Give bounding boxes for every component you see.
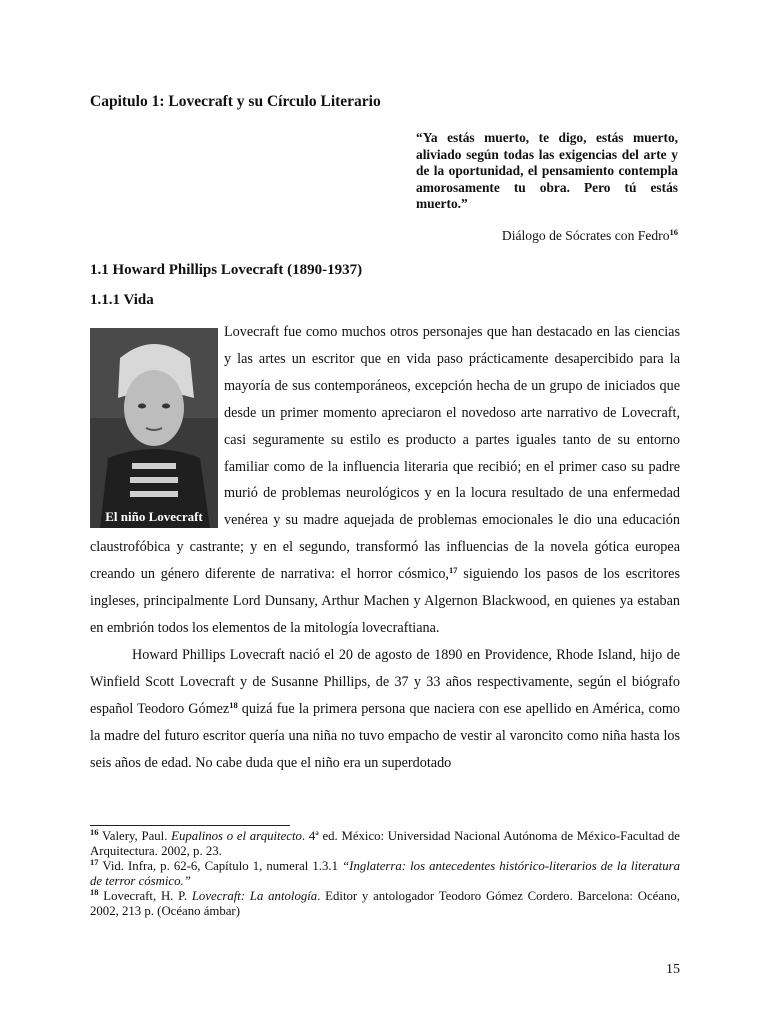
footnote-16 (90, 829, 680, 859)
footnote-title: Lovecraft: La antología (191, 889, 318, 903)
subsection-heading: 1.1.1 Vida (90, 292, 154, 308)
paragraph-2-text-a: Howard Phillips Lovecraft nació el 20 de agosto de 1890 en Providence, Rhode Island, hijo de Winfield Scott Lovecraft y de Susanne Phillips, de 37 y 33 años respectivamente, según el biógrafo español Teodoro Gómez (90, 646, 680, 717)
page-number: 15 (666, 962, 680, 977)
footnotes (90, 829, 680, 919)
footnote-text: Valery, Paul. (98, 829, 172, 843)
paragraph-2 (90, 642, 680, 777)
footnote-title: “Inglaterra: los antecedentes histórico-literarios de la literatura de terror cósmico.” (90, 859, 680, 888)
footnote-text: Vid. Infra, p. 62-6, Capítulo 1, numeral 1.3.1 (98, 859, 343, 873)
footnote-number: 18 (90, 887, 99, 897)
chapter-title: Capitulo 1: Lovecraft y su Círculo Literario (90, 93, 381, 110)
footnote-17 (90, 859, 680, 889)
photo-spacer (90, 319, 224, 523)
footnote-ref-17[interactable]: 17 (448, 565, 458, 576)
section-heading: 1.1 Howard Phillips Lovecraft (1890-1937) (90, 262, 363, 278)
footnote-ref-18[interactable]: 18 (229, 699, 238, 710)
photo-caption: El niño Lovecraft (105, 509, 203, 524)
epigraph-source-text: Diálogo de Sócrates con Fedro (501, 228, 670, 243)
epigraph-source (502, 228, 678, 244)
footnote-text: . Editor y antologador Teodoro Gómez Cordero. Barcelona: Océano, 2002, 213 p. (Océano ámbar) (90, 889, 680, 918)
epigraph-quote: “Ya estás muerto, te digo, estás muerto, aliviado según todas las exigencias del arte y de la oportunidad, el pensamiento contempla amorosamente tu obra. Pero tú estás muerto.” (416, 130, 678, 212)
footnote-18 (90, 889, 680, 919)
footnote-ref-16[interactable]: 16 (669, 227, 678, 237)
footnote-title: Eupalinos o el arquitecto (171, 829, 302, 843)
footnote-number: 16 (90, 827, 99, 837)
footnote-number: 17 (90, 857, 99, 867)
body-text (90, 319, 680, 776)
paragraph-1-text-a: Lovecraft fue como muchos otros personajes que han destacado en las ciencias y las artes un escritor que en vida paso prácticamente desapercibido para la mayoría de sus contemporáneos, excepción hecha de un grupo de iniciados que desde un primer momento apreciaron el novedoso arte narrativo de Lovecraft, casi seguramente su estilo es producto a partes iguales tanto de su entorno familiar como de la influencia literaria que recibió; en el primer caso su padre murió de problemas neurológicos y en la locura resultado de una enfermedad venérea y su madre aquejada de problemas emocionales le dio una educación claustrofóbica y castrante; y en el segundo, transformó las influencias de la novela gótica europea creando un género diferente de narrativa: el horror cósmico, (90, 324, 680, 583)
footnote-text: . 4ª ed. México: Universidad Nacional Autónoma de México-Facultad de Arquitectura. 2002, p. 23. (90, 829, 680, 858)
paragraph-2-text-b: quizá fue la primera persona que naciera con ese apellido en América, como la madre del futuro escritor quería una niña no tuvo empacho de vestir al varoncito como niña hasta los seis años de edad. No cabe duda que el niño era un superdotado (90, 700, 680, 771)
paragraph-1-text-b: siguiendo los pasos de los escritores ingleses, principalmente Lord Dunsany, Arthur Machen y Algernon Blackwood, en quienes ya estaban en embrión todos los elementos de la mitología lovecraftiana. (90, 566, 680, 636)
footnote-text: Lovecraft, H. P. (98, 889, 192, 903)
footnote-separator (90, 825, 290, 826)
